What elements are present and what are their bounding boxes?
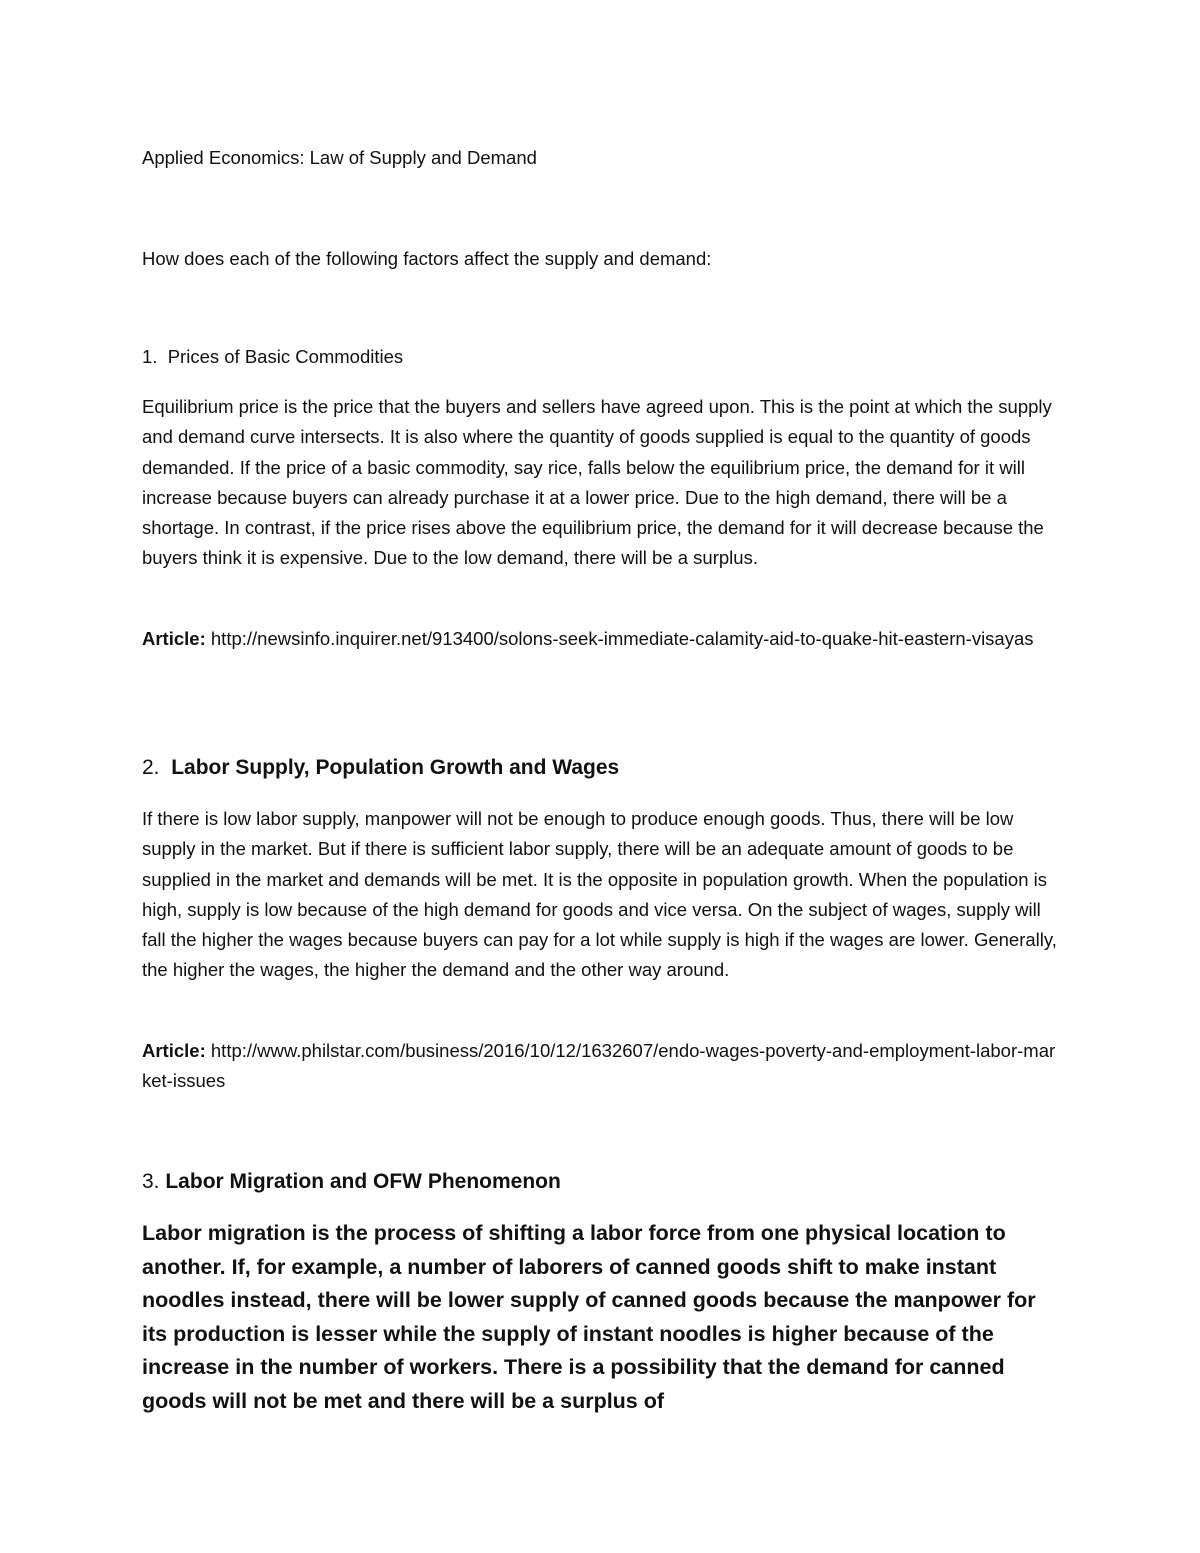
section-1-title: Prices of Basic Commodities [167,346,404,367]
section-3-body: Labor migration is the process of shifting a labor force from one physical location to another. If, for example, a number of laborers of canned goods shift to make instant noodles instead, there will be lower supply of canned goods because the manpower for its production is lesser while the supply of instant noodles is higher because of the increase in the number of workers. There is a possibility that the demand for canned goods will not be met and there will be a surplus of [142,1221,1036,1413]
section-2-article-url[interactable]: http://www.philstar.com/business/2016/10/12/1632607/endo-wages-poverty-and-employment-labor-market-issues [142,1040,1056,1092]
section-2-article-label: Article: [142,1040,206,1061]
section-2-number: 2. [142,756,160,779]
section-1-article-label: Article: [142,628,206,649]
section-3-heading [142,1167,1062,1197]
section-1-body: Equilibrium price is the price that the buyers and sellers have agreed upon. This is the point at which the supply and demand curve intersects. It is also where the quantity of goods supplied is equal to the quantity of goods demanded. If the price of a basic commodity, say rice, falls below the equilibrium price, the demand for it will increase because buyers can already purchase it at a lower price. Due to the high demand, there will be a shortage. In contrast, if the price rises above the equilibrium price, the demand for it will decrease because the buyers think it is expensive. Due to the low demand, there will be a surplus. [142,396,1052,569]
section-2-title: Labor Supply, Population Growth and Wages [171,756,620,779]
section-2-heading [142,753,1062,783]
section-1-article-url[interactable]: http://newsinfo.inquirer.net/913400/solons-seek-immediate-calamity-aid-to-quake-hit-eastern-visayas [210,628,1034,649]
document-title: Applied Economics: Law of Supply and Demand [142,147,537,168]
section-2-article [142,1036,1062,1097]
section-1-heading [142,342,1062,372]
section-3-number: 3. [142,1170,160,1193]
section-1-article [142,624,1062,654]
document-question: How does each of the following factors affect the supply and demand: [142,248,712,269]
section-2-body: If there is low labor supply, manpower will not be enough to produce enough goods. Thus, there will be low supply in the market. But if there is sufficient labor supply, there will be an adequate amount of goods to be supplied in the market and demands will be met. It is the opposite in population growth. When the population is high, supply is low because of the high demand for goods and vice versa. On the subject of wages, supply will fall the higher the wages because buyers can pay for a lot while supply is high if the wages are lower. Generally, the higher the wages, the higher the demand and the other way around. [142,808,1057,981]
section-1-number: 1. [142,346,158,367]
section-3-title: Labor Migration and OFW Phenomenon [165,1170,561,1193]
